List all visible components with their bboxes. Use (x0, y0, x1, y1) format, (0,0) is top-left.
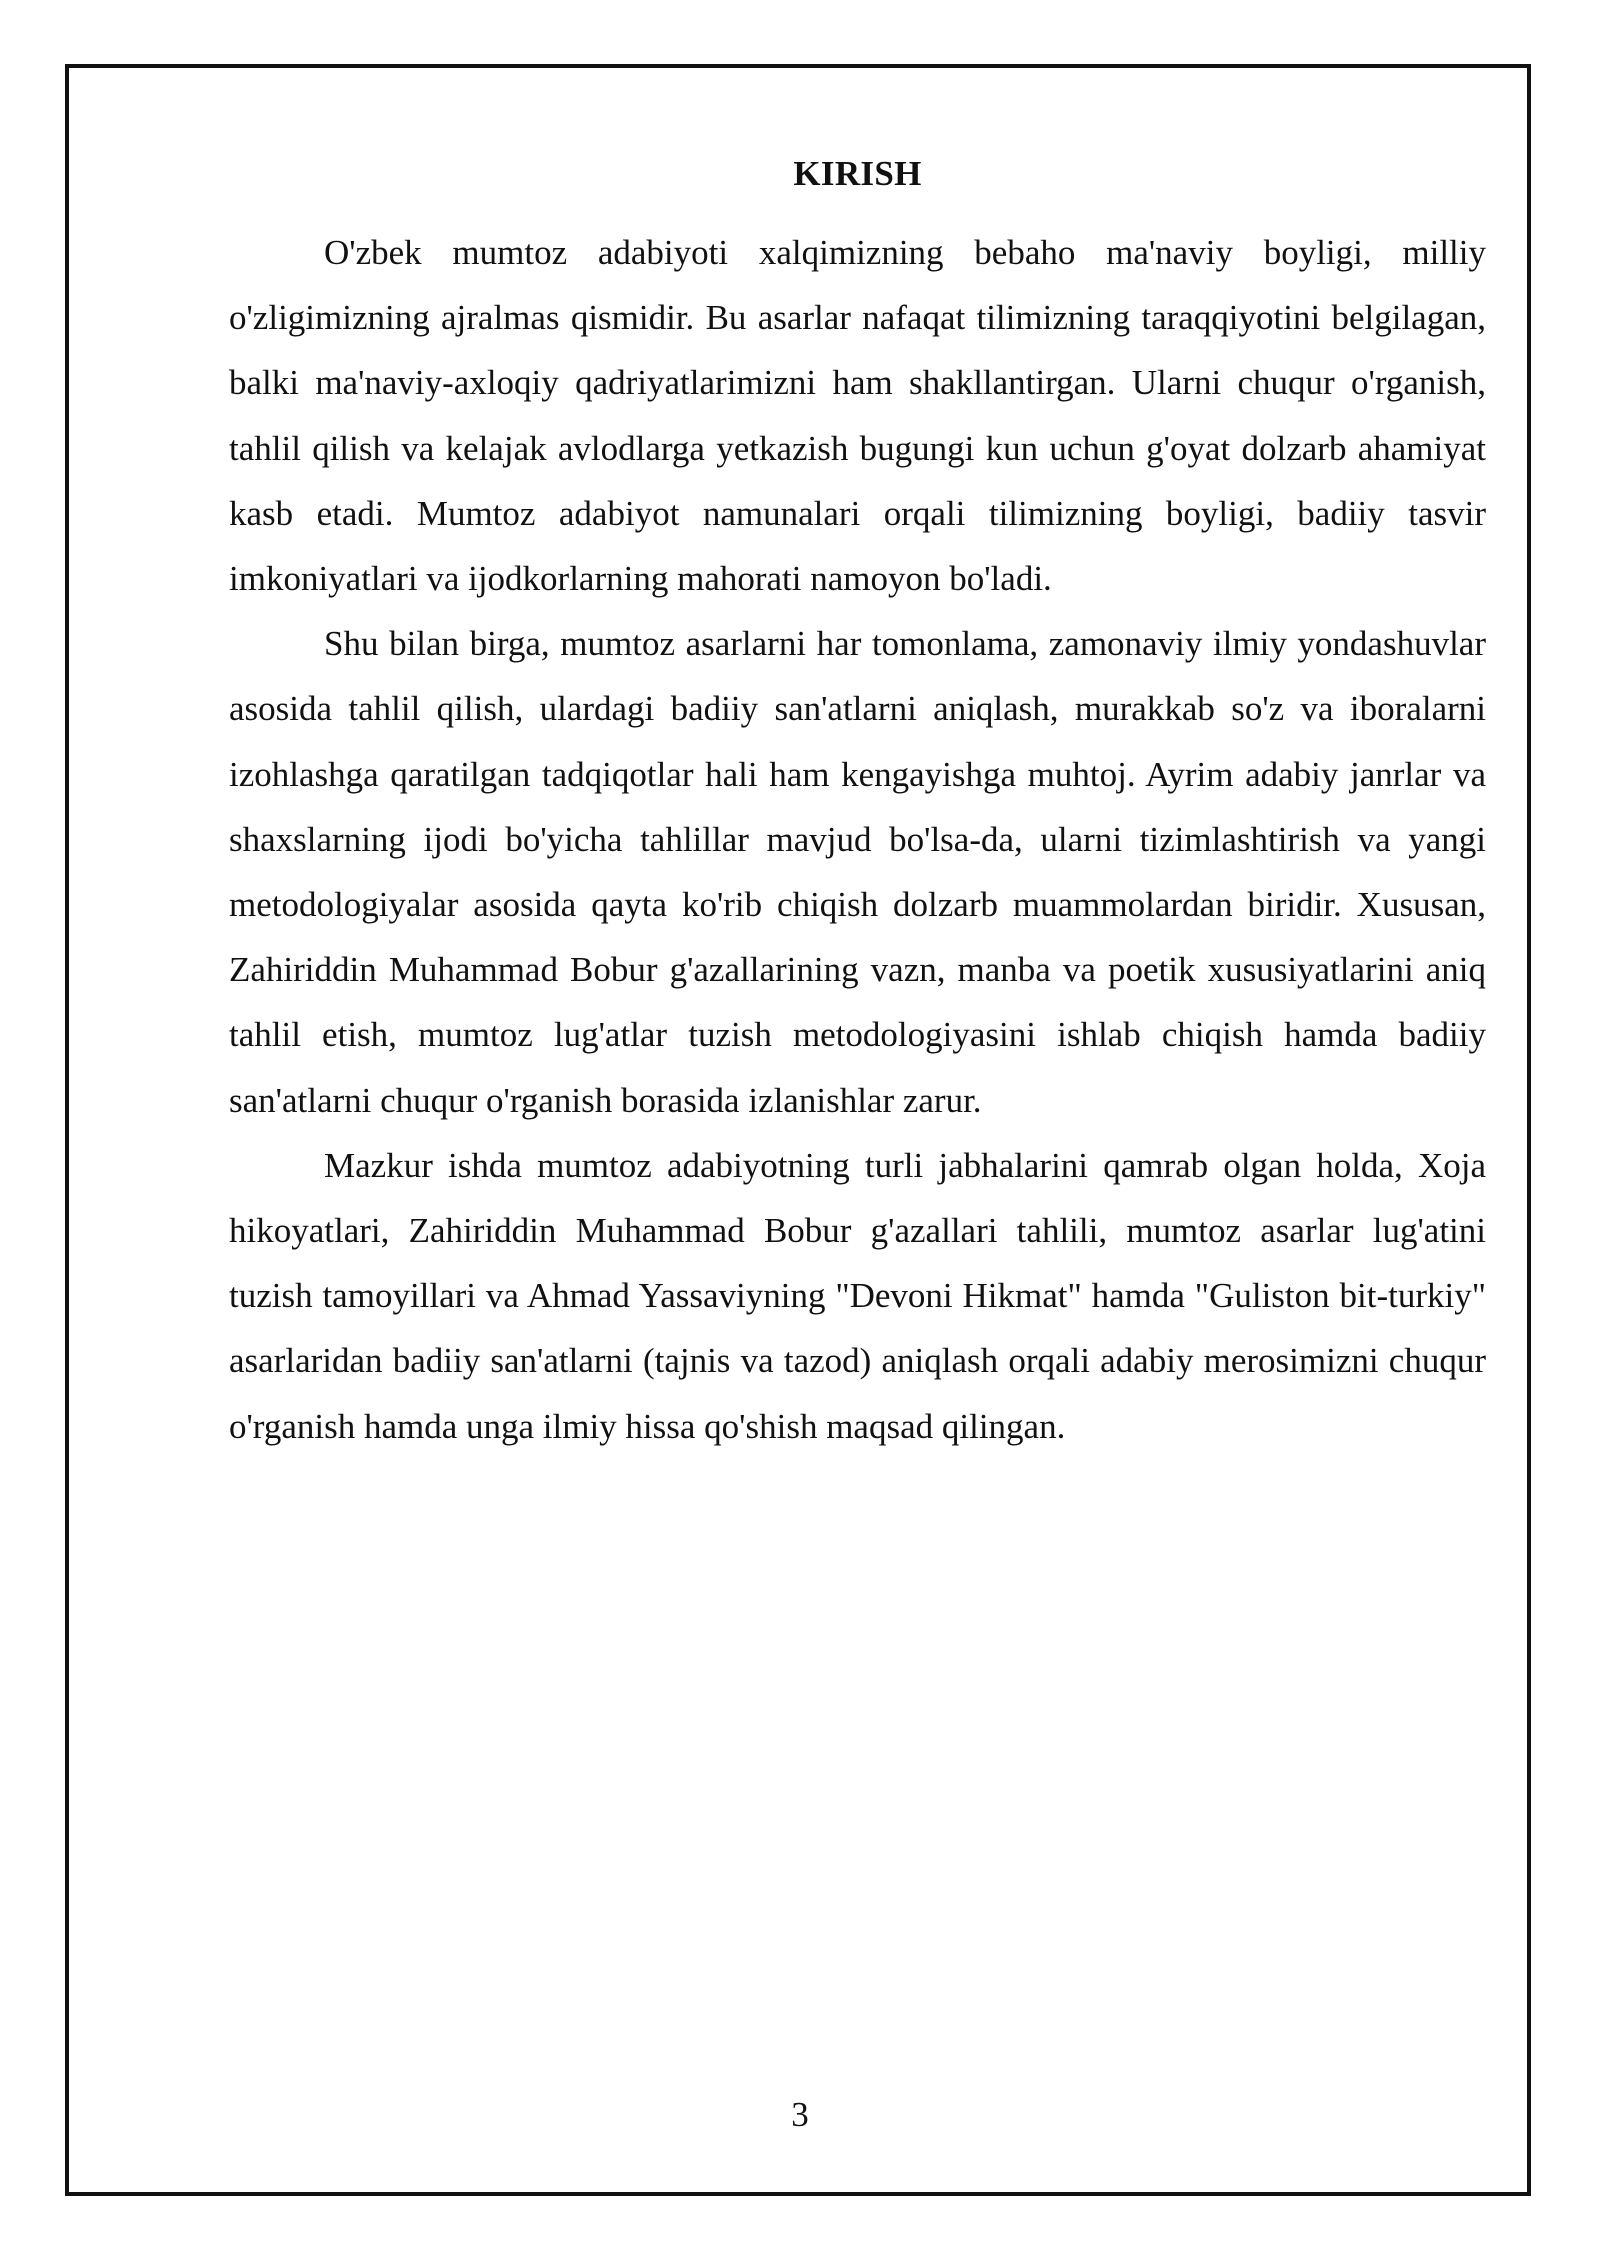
page-number: 3 (791, 2095, 809, 2134)
paragraph-1: O'zbek mumtoz adabiyoti xalqimizning bebaho ma'naviy boyligi, milliy o'zligimizning ajralmas qismidir. Bu asarlar nafaqat tilimizning taraqqiyotini belgilagan, balki ma'naviy-axloqiy qadriyatlarimizni ham shakllantirgan. Ularni chuqur o'rganish, tahlil qilish va kelajak avlodlarga yetkazish bugungi kun uchun g'oyat dolzarb ahamiyat kasb etadi. Mumtoz adabiyot namunalari orqali tilimizning boyligi, badiiy tasvir imkoniyatlari va ijodkorlarning mahorati namoyon bo'ladi. (229, 233, 1486, 599)
document-body (229, 148, 1486, 1459)
paragraph-3: Mazkur ishda mumtoz adabiyotning turli jabhalarini qamrab olgan holda, Xoja hikoyatlari, Zahiriddin Muhammad Bobur g'azallari tahlili, mumtoz asarlar lug'atini tuzish tamoyillari va Ahmad Yassaviyning "Devoni Hikmat" hamda "Guliston bit-turkiy" asarlaridan badiiy san'atlarni (tajnis va tazod) aniqlash orqali adabiy merosimizni chuqur o'rganish hamda unga ilmiy hissa qo'shish maqsad qilingan. (229, 1145, 1486, 1446)
section-heading: KIRISH (793, 154, 922, 193)
paragraph-2: Shu bilan birga, mumtoz asarlarni har tomonlama, zamonaviy ilmiy yondashuvlar asosida tahlil qilish, ulardagi badiiy san'atlarni aniqlash, murakkab so'z va iboralarni izohlashga qaratilgan tadqiqotlar hali ham kengayishga muhtoj. Ayrim adabiy janrlar va shaxslarning ijodi bo'yicha tahlillar mavjud bo'lsa-da, ularni tizimlashtirish va yangi metodologiyalar asosida qayta ko'rib chiqish dolzarb muammolardan biridir. Xususan, Zahiriddin Muhammad Bobur g'azallarining vazn, manba va poetik xususiyatlarini aniq tahlil etish, mumtoz lug'atlar tuzish metodologiyasini ishlab chiqish hamda badiiy san'atlarni chuqur o'rganish borasida izlanishlar zarur. (229, 624, 1486, 1120)
